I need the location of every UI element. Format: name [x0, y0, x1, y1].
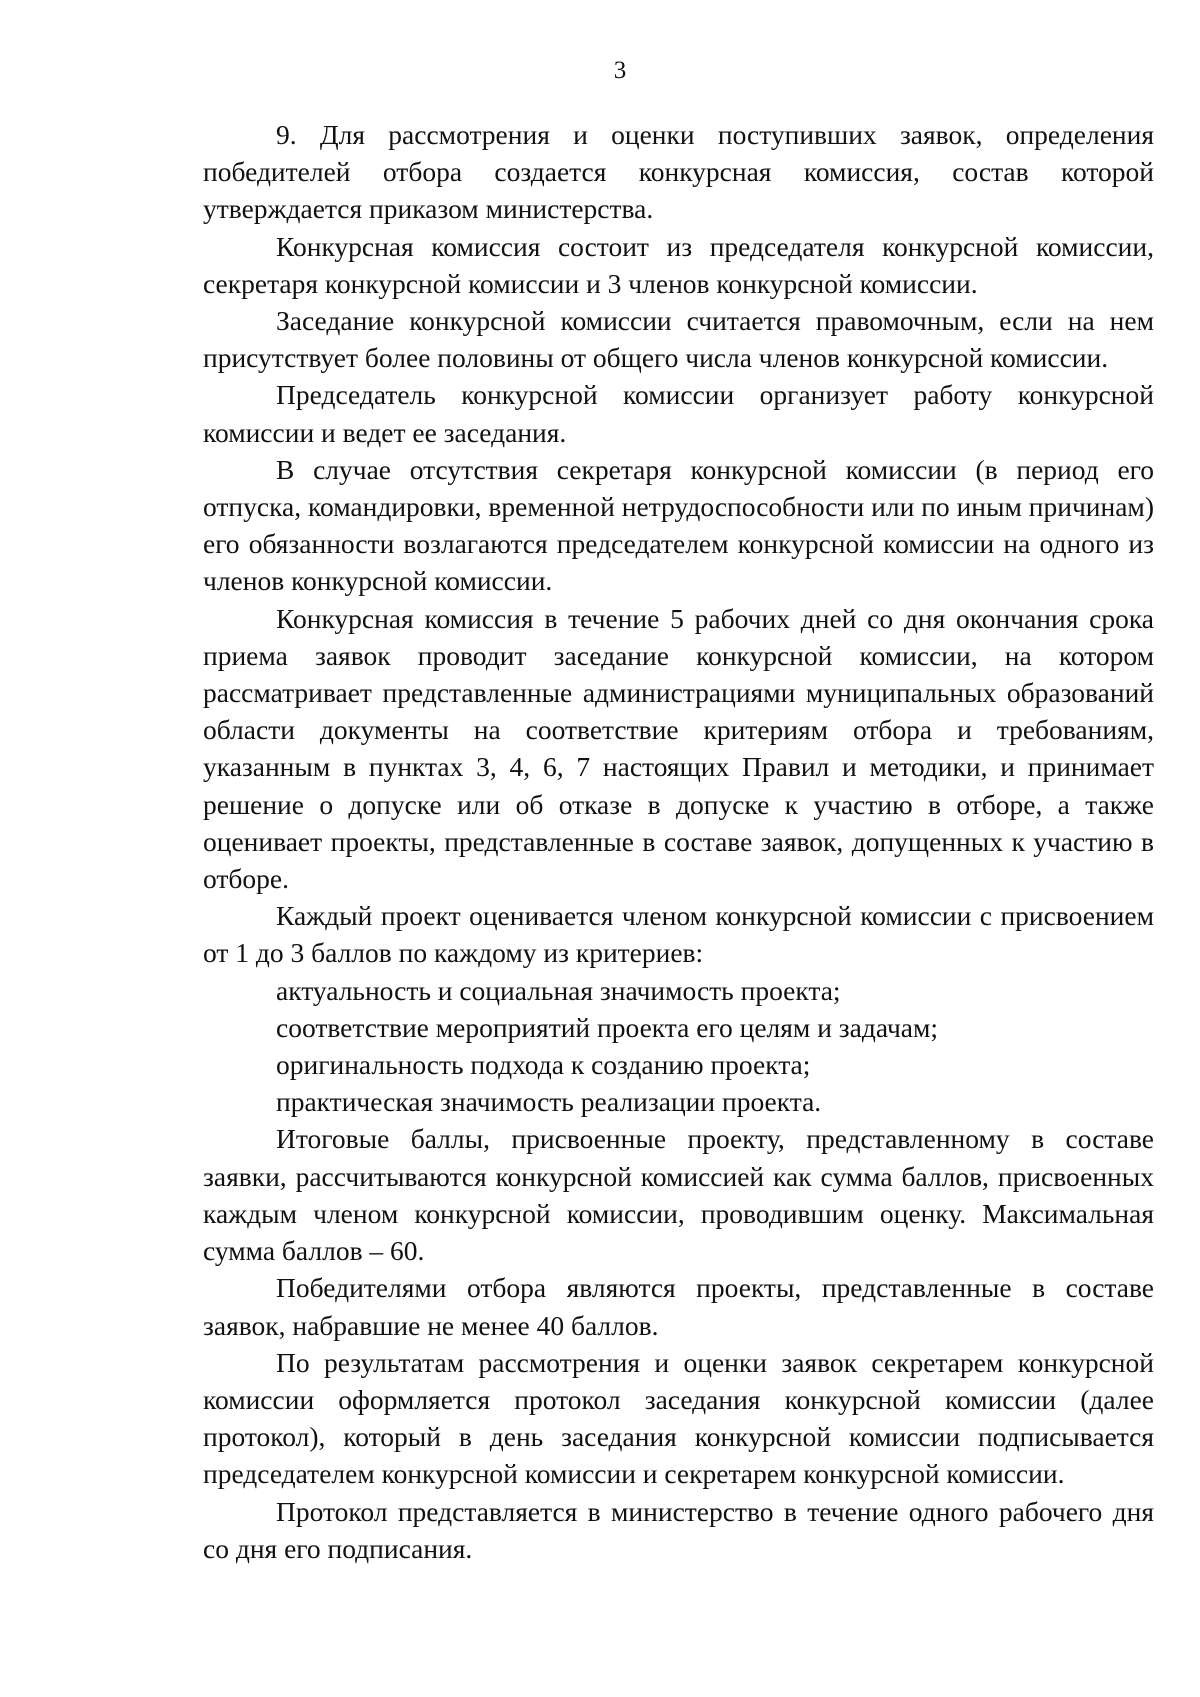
paragraph-secretary-absence: В случае отсутствия секретаря конкурсной комиссии (в период его отпуска, командировки, временной нетрудоспособности или по иным причинам) его обязанности возлагаются председателем конкурсной комиссии на одного из членов конкурсной комиссии. — [203, 453, 1154, 597]
criterion-goal-alignment: соответствие мероприятий проекта его целям и задачам; — [276, 1011, 939, 1043]
document-body — [203, 116, 1154, 1567]
paragraph-protocol: По результатам рассмотрения и оценки заявок секретарем конкурсной комиссии оформляется протокол заседания конкурсной комиссии (далее протокол), который в день заседания конкурсной комиссии подписывается председателем конкурсной комиссии и секретарем конкурсной комиссии. — [203, 1346, 1154, 1490]
paragraph-commission-creation: 9. Для рассмотрения и оценки поступивших заявок, определения победителей отбора создается конкурсная комиссия, состав которой утверждается приказом министерства. — [203, 119, 1154, 225]
paragraph-commission-composition: Конкурсная комиссия состоит из председателя конкурсной комиссии, секретаря конкурсной комиссии и 3 членов конкурсной комиссии. — [203, 230, 1154, 299]
paragraph-meeting-procedure: Конкурсная комиссия в течение 5 рабочих дней со дня окончания срока приема заявок проводит заседание конкурсной комиссии, на котором рассматривает представленные администрациями муниципальных образований области документы на соответствие критериям отбора и требованиям, указанным в пунктах 3, 4, 6, 7 настоящих Правил и методики, и принимает решение о допуске или об отказе в допуске к участию в отборе, а также оценивает проекты, представленные в составе заявок, допущенных к участию в отборе. — [203, 602, 1154, 895]
criterion-relevance: актуальность и социальная значимость проекта; — [276, 974, 841, 1006]
paragraph-scoring-intro: Каждый проект оценивается членом конкурсной комиссии с присвоением от 1 до 3 баллов по каждому из критериев: — [203, 900, 1154, 969]
criterion-practical-value: практическая значимость реализации проекта. — [276, 1086, 822, 1118]
paragraph-quorum: Заседание конкурсной комиссии считается правомочным, если на нем присутствует более половины от общего числа членов конкурсной комиссии. — [203, 305, 1154, 374]
criterion-originality: оригинальность подхода к созданию проекта; — [276, 1049, 811, 1081]
paragraph-total-score: Итоговые баллы, присвоенные проекту, представленному в составе заявки, рассчитываются конкурсной комиссией как сумма баллов, присвоенных каждым членом конкурсной комиссии, проводившим оценку. Максимальная сумма баллов – 60. — [203, 1123, 1154, 1267]
page-number: 3 — [613, 57, 627, 84]
paragraph-chairman-role: Председатель конкурсной комиссии организует работу конкурсной комиссии и ведет ее заседания. — [203, 379, 1154, 448]
paragraph-protocol-submission: Протокол представляется в министерство в течение одного рабочего дня со дня его подписания. — [203, 1495, 1154, 1564]
paragraph-winners: Победителями отбора являются проекты, представленные в составе заявок, набравшие не менее 40 баллов. — [203, 1272, 1154, 1341]
